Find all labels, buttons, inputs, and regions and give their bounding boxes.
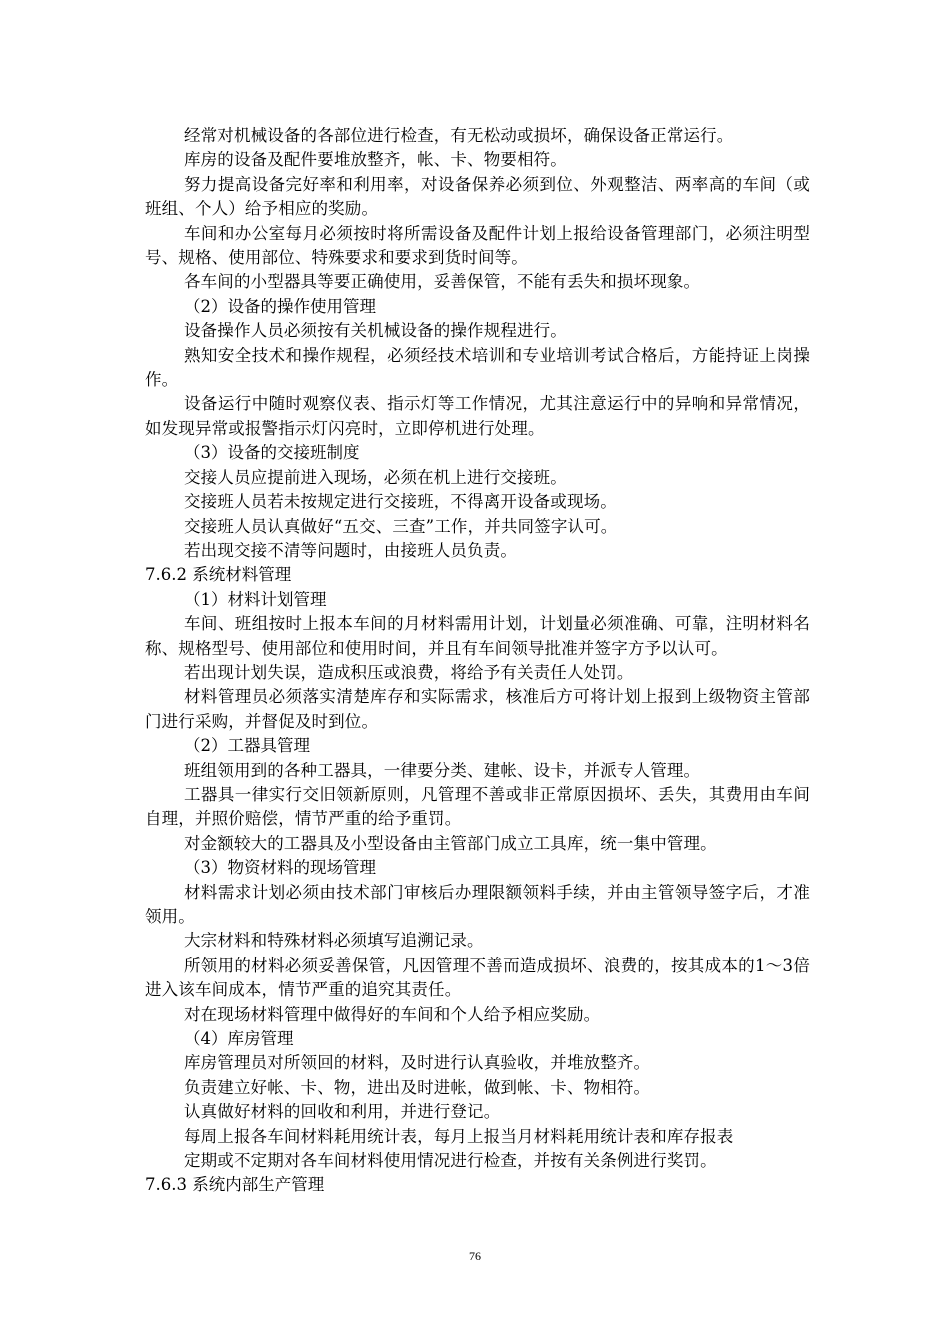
- paragraph: 班组领用到的各种工器具，一律要分类、建帐、设卡，并派专人管理。: [184, 760, 701, 780]
- paragraph: 车间、班组按时上报本车间的月材料需用计划，计划量必须准确、可靠，注明材料名称、规格型号、使用部位和使用时间，并且有车间领导批准并签字方予以认可。: [145, 614, 810, 658]
- subsection-title: （3）设备的交接班制度: [184, 443, 360, 463]
- section-heading: 7.6.2 系统材料管理: [145, 565, 292, 585]
- paragraph: 设备运行中随时观察仪表、指示灯等工作情况，尤其注意运行中的异响和异常情况，如发现异常或报警指示灯闪亮时，立即停机进行处理。: [145, 394, 810, 438]
- paragraph: 交接人员应提前进入现场，必须在机上进行交接班。: [184, 467, 567, 487]
- paragraph: 库房的设备及配件要堆放整齐，帐、卡、物要相符。: [184, 150, 567, 170]
- paragraph: 对在现场材料管理中做得好的车间和个人给予相应奖励。: [184, 1004, 601, 1024]
- subsection-title: （4）库房管理: [184, 1029, 294, 1049]
- paragraph: 努力提高设备完好率和利用率，对设备保养必须到位、外观整洁、两率高的车间（或班组、个人）给予相应的奖励。: [145, 174, 810, 219]
- subsection-title: （3）物资材料的现场管理: [184, 858, 376, 878]
- subsection-title: （2）设备的操作使用管理: [184, 296, 376, 316]
- paragraph: 材料管理员必须落实清楚库存和实际需求，核准后方可将计划上报到上级物资主管部门进行采购，并督促及时到位。: [145, 687, 810, 731]
- paragraph: 库房管理员对所领回的材料，及时进行认真验收，并堆放整齐。: [184, 1053, 651, 1073]
- paragraph: 交接班人员若未按规定进行交接班，不得离开设备或现场。: [184, 492, 617, 512]
- page-number: 76: [469, 1249, 481, 1263]
- paragraph: 每周上报各车间材料耗用统计表，每月上报当月材料耗用统计表和库存报表: [184, 1126, 734, 1146]
- paragraph: 负责建立好帐、卡、物，进出及时进帐，做到帐、卡、物相符。: [184, 1077, 651, 1097]
- section-heading: 7.6.3 系统内部生产管理: [145, 1175, 325, 1195]
- subsection-title: （1）材料计划管理: [184, 589, 327, 609]
- paragraph: 对金额较大的工器具及小型设备由主管部门成立工具库，统一集中管理。: [184, 833, 717, 853]
- paragraph: 认真做好材料的回收和利用，并进行登记。: [184, 1102, 501, 1122]
- paragraph: 所领用的材料必须妥善保管，凡因管理不善而造成损坏、浪费的，按其成本的1～3倍进入该车间成本，情节严重的追究其责任。: [145, 955, 810, 1000]
- paragraph: 交接班人员认真做好“五交、三查”工作，并共同签字认可。: [184, 516, 618, 536]
- paragraph: 大宗材料和特殊材料必须填写追溯记录。: [184, 931, 484, 951]
- paragraph: 设备操作人员必须按有关机械设备的操作规程进行。: [184, 321, 567, 341]
- paragraph: 材料需求计划必须由技术部门审核后办理限额领料手续，并由主管领导签字后，才准领用。: [145, 882, 810, 926]
- paragraph: 各车间的小型器具等要正确使用，妥善保管，不能有丢失和损坏现象。: [184, 272, 701, 292]
- paragraph: 定期或不定期对各车间材料使用情况进行检查，并按有关条例进行奖罚。: [184, 1151, 717, 1171]
- paragraph: 车间和办公室每月必须按时将所需设备及配件计划上报给设备管理部门，必须注明型号、规格、使用部位、特殊要求和要求到货时间等。: [145, 223, 810, 268]
- paragraph: 若出现计划失误，造成积压或浪费，将给予有关责任人处罚。: [184, 662, 634, 682]
- subsection-title: （2）工器具管理: [184, 736, 310, 756]
- paragraph: 工器具一律实行交旧领新原则，凡管理不善或非正常原因损坏、丢失，其费用由车间自理，并照价赔偿，情节严重的给予重罚。: [145, 784, 810, 829]
- paragraph: 若出现交接不清等问题时，由接班人员负责。: [184, 540, 517, 560]
- paragraph: 熟知安全技术和操作规程，必须经技术培训和专业培训考试合格后，方能持证上岗操作。: [145, 345, 810, 390]
- document-body: [145, 124, 810, 1198]
- paragraph: 经常对机械设备的各部位进行检查，有无松动或损坏，确保设备正常运行。: [184, 126, 734, 145]
